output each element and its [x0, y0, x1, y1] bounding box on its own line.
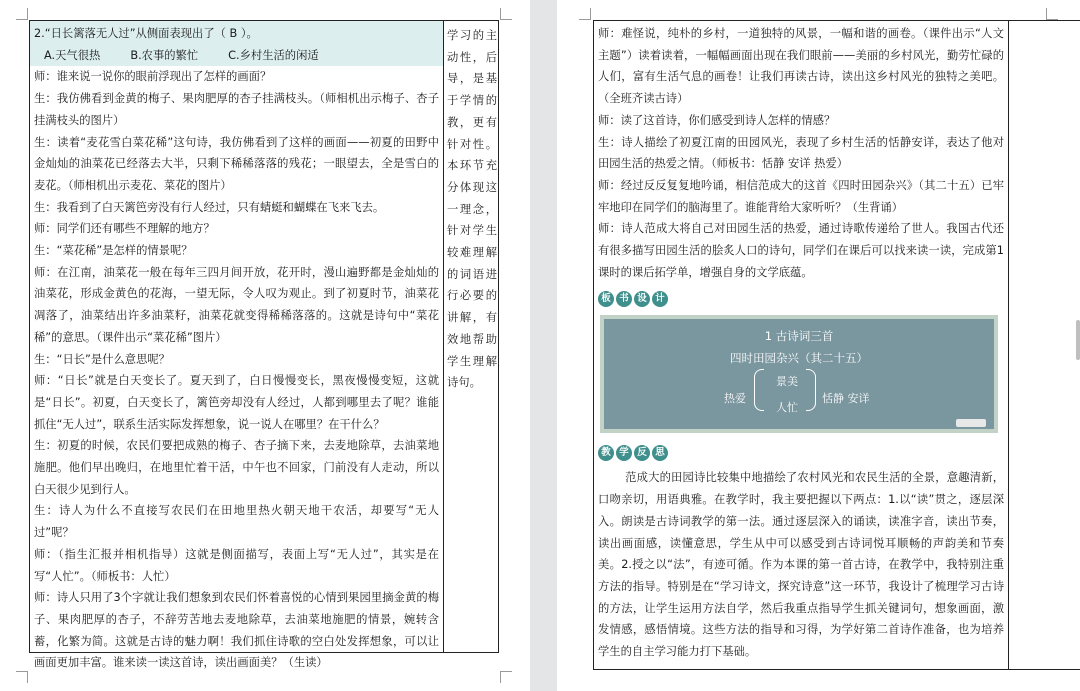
- dialogue-line: 师：在江南，油菜花一般在每年三四月间开放，花开时，漫山遍野都是金灿灿的油菜花，形成金黄色的花海，一望无际，令人叹为观止。到了初夏时节，油菜花凋落了，油菜结出许多油菜籽，油菜花就变得稀稀落落的。这就是诗句中“菜花稀”的意思。（课件出示“菜花稀”图片）: [34, 265, 439, 344]
- crop-mark: [16, 8, 28, 20]
- dialogue-line: 师：诗人只用了3个字就让我们想象到农民们怀着喜悦的心情到果园里摘金黄的梅子、果肉肥厚的杏子，不辞劳苦地去麦地除草，去油菜地施肥的情景，婉转含蓄，化繁为简。这就是古诗的魅力啊！我们抓住诗歌的空白处发挥想象，可以让画面更加丰富。谁来读一读这首诗，读出画面美？（生读）: [34, 591, 439, 670]
- board-word-tranquil: 恬静 安详: [822, 392, 870, 406]
- dialogue-line: 生：诗人描绘了初夏江南的田园风光，表现了乡村生活的恬静安详，表达了他对田园生活的热爱之情。（师板书：恬静 安详 热爱）: [598, 135, 1004, 171]
- question-box: [30, 21, 443, 66]
- dialogue-line: 生：我仿佛看到金黄的梅子、果肉肥厚的杏子挂满枝头。（师相机出示梅子、杏子挂满枝头的图片）: [34, 92, 439, 127]
- board-poem-title: 四时田园杂兴（其二十五）: [730, 351, 868, 366]
- option-c: C.乡村生活的闲适: [228, 48, 319, 62]
- dialogue-line: 生：我看到了白天篱笆旁没有行人经过，只有蜻蜓和蝴蝶在飞来飞去。: [34, 200, 385, 214]
- crop-mark: [579, 8, 591, 20]
- crop-mark: [500, 8, 512, 20]
- annotation-column: [443, 21, 500, 652]
- dialogue-line: 师：难怪说，纯朴的乡村，一道独特的风景，一幅和谐的画卷。（课件出示“人文主题”）读着读着，一幅幅画面出现在我们眼前——美丽的乡村风光，勤劳忙碌的人们，富有生活气息的画卷！让我们再读古诗，读出这乡村风光的独特之美吧。（全班齐读古诗）: [598, 27, 1004, 106]
- reflection-paragraph: 范成大的田园诗比较集中地描绘了农村风光和农民生活的全景，意趣清新，口吻亲切，用语典雅。在教学时，我主要把握以下两点：1.以“读”贯之，逐层深入。朗读是古诗词教学的第一法。通过逐层深入的诵读，读准字音，读出节奏，读出画面感，读懂意思，学生从中可以感受到古诗词悦耳顺畅的声韵美和节奏美。2.授之以“法”，有迹可循。作为本课的第一首古诗，在教学中，我特别注重方法的指导。特别是在“学习诗文，探究诗意”这一环节，我设计了梳理学习古诗的方法，让学生运用方法自学，然后我重点指导学生抓关键词句，想象画面，激发情感，感悟情境。这些方法的指导和习得，为学好第二首诗作准备，也为培养学生的自主学习能力打下基础。: [598, 471, 1004, 659]
- question-text: 2.“日长篱落无人过”从侧面表现出了（ B ）。: [34, 27, 258, 40]
- dialogue-line: 师：读了这首诗，你们感受到诗人怎样的情感？: [598, 113, 836, 127]
- scrollbar-handle[interactable]: [1076, 320, 1080, 360]
- board-word-busy: 人忙: [776, 401, 798, 415]
- dialogue-line: 师：同学们还有哪些不理解的地方？: [34, 222, 215, 236]
- dialogue-line: 生：“菜花稀”是怎样的情景呢？: [34, 244, 193, 258]
- annotation-column: [1008, 21, 1080, 669]
- dialogue-line: 生：读着“麦花雪白菜花稀”这句诗，我仿佛看到了这样的画面——初夏的田野中金灿灿的油菜花已经落去大半，只剩下稀稀落落的残花；一眼望去，全是雪白的麦花。（师相机出示麦花、菜花的图片）: [34, 135, 439, 192]
- heading-char: 计: [652, 291, 668, 307]
- board-design-heading: [598, 287, 1004, 309]
- teaching-reflection-heading: [598, 441, 1004, 463]
- eraser-icon: [956, 419, 986, 427]
- heading-char: 思: [652, 445, 668, 461]
- crop-mark: [16, 671, 28, 683]
- left-brace-icon: [754, 369, 764, 411]
- lesson-main-column: [594, 21, 1008, 669]
- right-page: [557, 0, 1080, 691]
- board-word-love: 热爱: [724, 392, 746, 406]
- dialogue-line: 生：初夏的时候，农民们要把成熟的梅子、杏子摘下来，去麦地除草，去油菜地施肥。他们早出晚归，在地里忙着干活，中午也不回家，门前没有人走动，所以白天很少见到行人。: [34, 439, 439, 496]
- right-brace-icon: [806, 369, 816, 411]
- dialogue-line: 师：（指生汇报并相机指导）这就是侧面描写，表面上写“无人过”，其实是在写“人忙”。（师板书：人忙）: [34, 547, 439, 583]
- question-options: [34, 45, 439, 67]
- lesson-table: [29, 20, 499, 670]
- option-b: B.农事的繁忙: [130, 48, 199, 62]
- dialogue-line: 师：诗人范成大将自己对田园生活的热爱，通过诗歌传递给了世人。我国古代还有很多描写田园生活的脍炙人口的诗句，同学们在课后可以找来读一读，完成第1课时的课后拓学单，增强自身的文学底蕴。: [598, 222, 1004, 279]
- board-lesson-title: 1 古诗词三首: [764, 329, 834, 344]
- heading-char: 设: [634, 291, 650, 307]
- left-page: [0, 0, 530, 691]
- dialogue-line: 师：谁来说一说你的眼前浮现出了怎样的画面？: [34, 70, 272, 84]
- heading-char: 书: [616, 291, 632, 307]
- dialogue-line: 师：经过反反复复地吟诵，相信范成大的这首《四时田园杂兴》（其二十五）已牢牢地印在同学们的脑海里了。谁能背给大家听听？（生背诵）: [598, 178, 1004, 214]
- lesson-table: [593, 20, 1080, 670]
- heading-char: 教: [598, 445, 614, 461]
- dialogue-line: 师：“日长”就是白天变长了。夏天到了，白日慢慢变长，黑夜慢慢变短，这就是“日长”。初夏，白天变长了，篱笆旁却没有人经过，人都到哪里去了呢？谁能抓住“无人过”，联系生活实际发挥想象，说一说人在哪里？在干什么？: [34, 374, 439, 431]
- dialogue-line: 生：诗人为什么不直接写农民们在田地里热火朝天地干农活，却要写“无人过”呢？: [34, 504, 439, 540]
- dialogue-line: 生：“日长”是什么意思呢？: [34, 352, 170, 366]
- annotation-text: 学习的主动性，后导，是基于学情的教，更有针对性。本环节充分体现这一理念，针对学生较难理解的词语进行必要的讲解，有效地帮助学生理解诗句。: [447, 29, 497, 390]
- crop-mark: [1046, 8, 1058, 20]
- board-word-scenery: 景美: [776, 375, 798, 389]
- option-a: A.天气很热: [44, 48, 101, 62]
- crop-mark: [500, 671, 512, 683]
- heading-char: 板: [598, 291, 614, 307]
- heading-char: 学: [616, 445, 632, 461]
- lesson-main-column: [30, 21, 443, 670]
- heading-char: 反: [634, 445, 650, 461]
- blackboard-design: [600, 315, 998, 433]
